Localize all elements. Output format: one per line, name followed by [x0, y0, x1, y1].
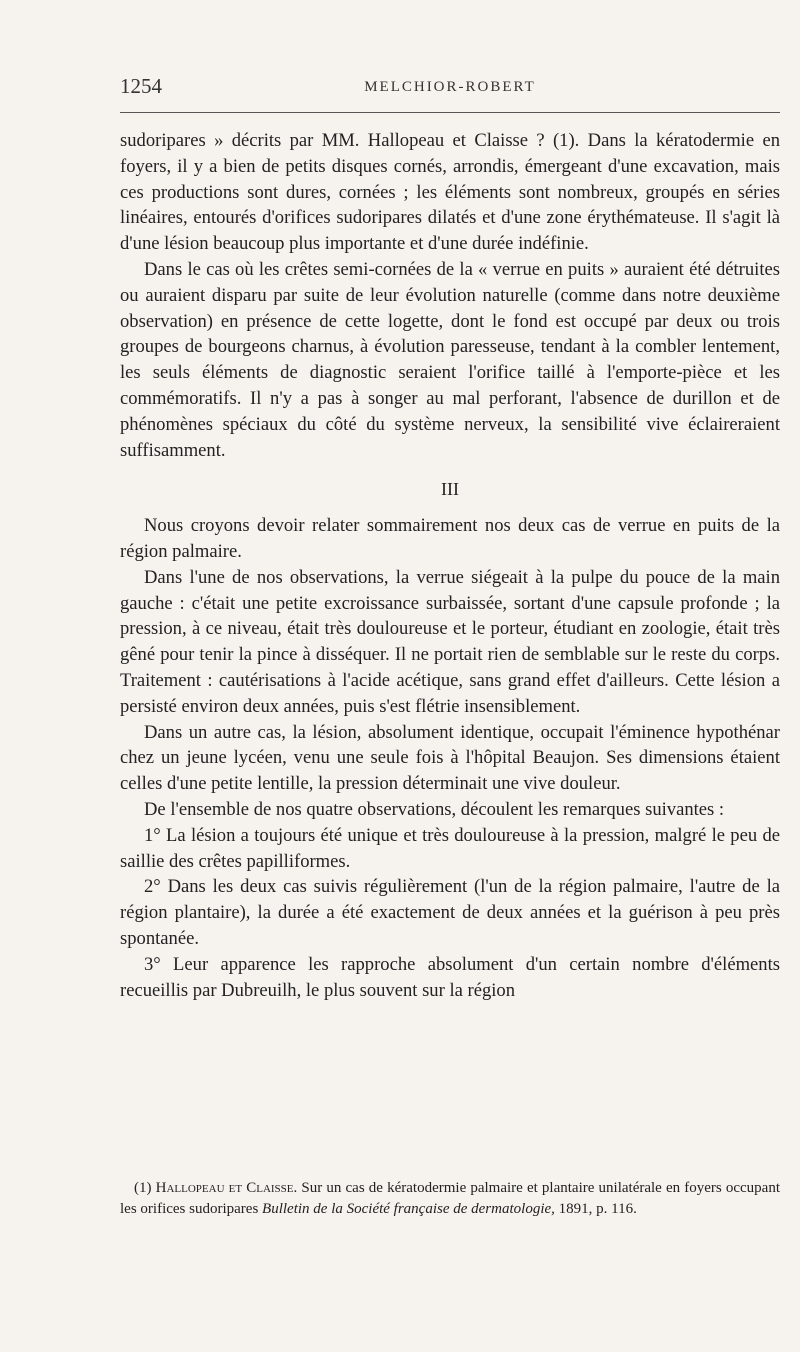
paragraph: Dans le cas où les crêtes semi-cornées de la « verrue en puits » auraient été détruites ou auraient disparu par suite de leur évolution naturelle (comme dans notre deuxième observation) en présence de cette logette, dont le fond est occupé par deux ou trois groupes de bourgeons charnus, à évolution paresseuse, tendant à la combler lentement, les seuls éléments de diagnostic seraient l'orifice taillé à l'emporte-pièce et les commémoratifs. Il n'y a pas à songer au mal perforant, l'absence de durillon et de phénomènes spéciaux du côté du système nerveux, la sensibilité vive éclaireraient suffisamment.: [120, 258, 780, 461]
paragraph: 2° Dans les deux cas suivis régulièrement (l'un de la région palmaire, l'autre de la région plantaire), la durée a été exactement de deux années et la guérison à peu près spontanée.: [120, 876, 780, 949]
paragraph: Dans l'une de nos observations, la verrue siégeait à la pulpe du pouce de la main gauche : c'était une petite excroissance surbaissée, sortant d'une capsule profonde ; la pression, à ce niveau, était très douloureuse et le porteur, étudiant en zoologie, était très gêné pour tenir la pince à disséquer. Il ne portait rien de semblable sur le reste du corps. Traitement : cautérisations à l'acide acétique, sans grand effet d'ailleurs. Cette lésion a persisté environ deux années, puis s'est flétrie insensiblement.: [120, 566, 780, 717]
paragraph: Nous croyons devoir relater sommairement nos deux cas de verrue en puits de la région palmaire.: [120, 515, 780, 562]
running-title: MELCHIOR-ROBERT: [364, 79, 536, 95]
footnote-authors: Hallopeau et Claisse.: [155, 1180, 298, 1196]
main-text: [120, 128, 780, 1003]
section-heading: III: [441, 479, 459, 500]
paragraph: 3° Leur apparence les rapproche absolument d'un certain nombre d'éléments recueillis par Dubreuilh, le plus souvent sur la région: [120, 953, 780, 1001]
footnote-text-before: Sur un cas de kératodermie palmaire et plantaire unilatérale en foyers occupant les orifices sudoripares: [120, 1180, 781, 1217]
header-rule: [120, 112, 780, 113]
page-number: 1254: [120, 74, 162, 98]
footnote-marker: (1): [134, 1180, 152, 1196]
footnote-text-after: 1891, p. 116.: [554, 1201, 637, 1217]
footnote-journal: Bulletin de la Société française de dermatologie,: [262, 1201, 555, 1217]
footnote-text: [120, 1178, 780, 1220]
paragraph: De l'ensemble de nos quatre observations, découlent les remarques suivantes :: [144, 798, 725, 820]
footnote: [120, 1178, 780, 1220]
paragraph: 1° La lésion a toujours été unique et très douloureuse à la pression, malgré le peu de saillie des crêtes papilliformes.: [120, 824, 780, 872]
paragraph: sudoripares » décrits par MM. Hallopeau et Claisse ? (1). Dans la kératodermie en foyers, il y a bien de petits disques cornés, arrondis, émergeant d'une excavation, mais ces productions sont dures, cornées ; les éléments sont nombreux, groupés en séries linéaires, entourés d'orifices sudoripares dilatés et d'une zone érythémateuse. Il s'agit là d'une lésion beaucoup plus importante et d'une durée indéfinie.: [120, 130, 780, 255]
page-header: [120, 74, 780, 104]
paragraph: Dans un autre cas, la lésion, absolument identique, occupait l'éminence hypothénar chez un jeune lycéen, venu une seule fois à l'hôpital Beaujon. Ses dimensions étaient celles d'une petite lentille, la pression déterminait une vive douleur.: [120, 721, 780, 795]
